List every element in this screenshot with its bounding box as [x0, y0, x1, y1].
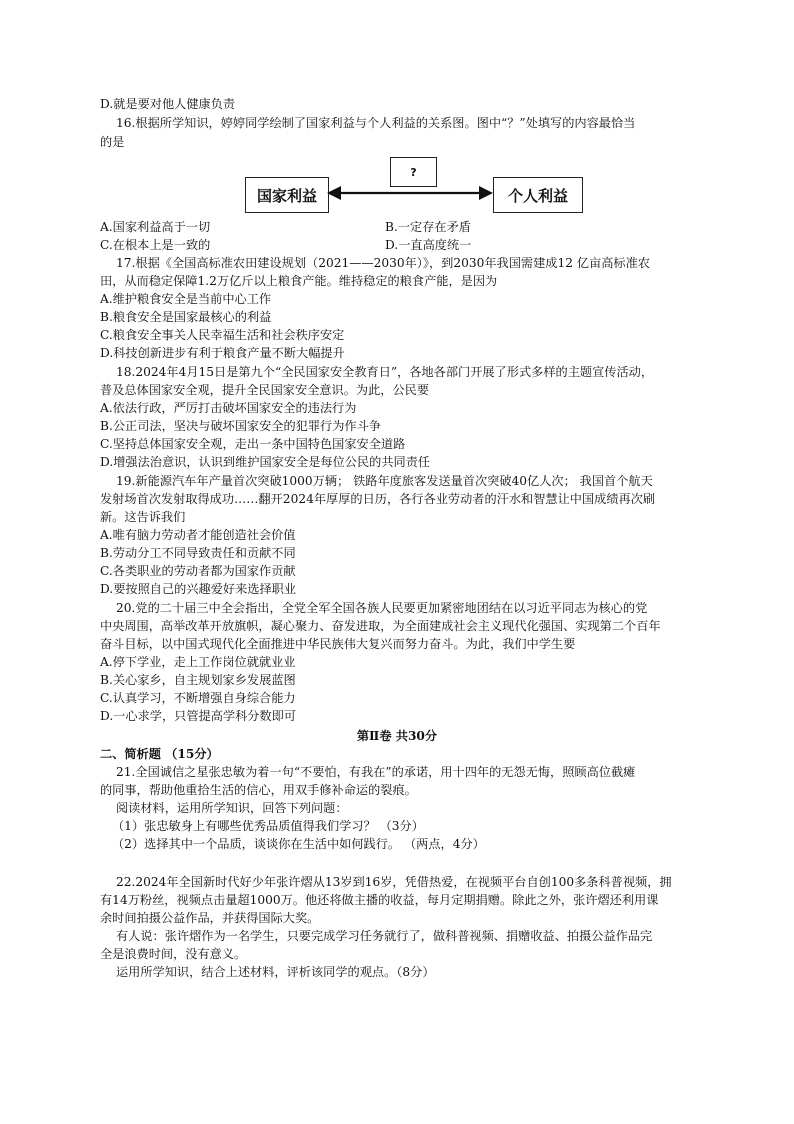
q19-option-b: B.劳动分工不同导致责任和贡献不同: [100, 546, 296, 560]
part2-title: 第Ⅱ卷 共30分: [356, 729, 438, 743]
q15-option-d: D.就是要对他人健康负责: [100, 97, 236, 111]
q18-stem: 18.2024年4月15日是第九个“全民国家安全教育日”，各地各部门开展了形式多样的主题宣传活动，: [116, 365, 654, 379]
q20-stem: 20.党的二十届三中全会指出，全党全军全国各族人民要更加紧密地团结在以习近平同志为核心的党: [116, 601, 648, 615]
q16-option-b: B.一定存在矛盾: [385, 220, 471, 234]
q21-subquestion-2: （2）选择其中一个品质，谈谈你在生活中如何践行。 （两点，4分）: [112, 837, 485, 851]
q18-option-d: D.增强法治意识，认识到维护国家安全是每位公民的共同责任: [100, 455, 431, 469]
q20-option-d: D.一心求学，只管提高学科分数即可: [100, 709, 297, 723]
q18-option-b: B.公正司法，坚决与破坏国家安全的犯罪行为作斗争: [100, 419, 381, 433]
q17-option-a: A.维护粮食安全是当前中心工作: [100, 292, 272, 306]
q19-stem: 19.新能源汽车年产量首次突破1000万辆； 铁路年度旅客发送量首次突破40亿人次； 我国首个航天: [116, 474, 653, 488]
q21-subquestion-1: （1）张忠敏身上有哪些优秀品质值得我们学习？ （3分）: [112, 819, 424, 833]
q20-stem-cont-2: 奋斗目标，以中国式现代化全面推进中华民族伟大复兴而努力奋斗。为此，我们中学生要: [100, 637, 576, 651]
q22-material-cont: 有14万粉丝，视频点击量超1000万。他还将做主播的收益，每月定期捐赠。除此之外，张许熠还利用课: [100, 893, 659, 907]
double-arrow-icon: [327, 185, 493, 201]
question-mark-box: ?: [390, 157, 437, 187]
q22-instruction: 运用所学知识，结合上述材料，评析该同学的观点。（8分）: [116, 965, 435, 979]
q20-stem-cont: 中央周围，高举改革开放旗帜，凝心聚力、奋发进取，为全面建成社会主义现代化强国、实现第二个百年: [100, 619, 661, 633]
q20-option-b: B.关心家乡，自主规划家乡发展蓝图: [100, 673, 296, 687]
q22-opinion: 有人说：张许熠作为一名学生，只要完成学习任务就行了，做科普视频、捐赠收益、拍摄公益作品完: [116, 929, 653, 943]
q21-material-cont: 的同事，帮助他重拾生活的信心，用双手修补命运的裂痕。: [100, 783, 417, 797]
q16-option-c: C.在根本上是一致的: [100, 238, 211, 252]
q21-instruction: 阅读材料，运用所学知识，回答下列问题：: [116, 801, 348, 815]
q17-option-c: C.粮食安全事关人民幸福生活和社会秩序安定: [100, 328, 345, 342]
personal-interest-box: 个人利益: [493, 177, 583, 213]
q18-stem-cont: 普及总体国家安全观，提升全民国家安全意识。为此，公民要: [100, 383, 430, 397]
q17-option-d: D.科技创新进步有利于粮食产量不断大幅提升: [100, 346, 345, 360]
q20-option-c: C.认真学习，不断增强自身综合能力: [100, 691, 296, 705]
q17-stem-cont: 田，从而稳定保障1.2万亿斤以上粮食产能。维持稳定的粮食产能，是因为: [100, 274, 498, 288]
q20-option-a: A.停下学业，走上工作岗位就就业业: [100, 655, 296, 669]
q19-stem-cont: 发射场首次发射取得成功……翻开2024年厚厚的日历，各行各业劳动者的汗水和智慧让中国成绩再次刷: [100, 492, 656, 506]
q22-material: 22.2024年全国新时代好少年张许熠从13岁到16岁，凭借热爱，在视频平台自创100多条科普视频，拥: [116, 875, 672, 889]
q22-opinion-cont: 全是浪费时间，没有意义。: [100, 947, 247, 961]
q22-material-cont-2: 余时间拍摄公益作品，并获得国际大奖。: [100, 911, 320, 925]
q17-stem: 17.根据《全国高标准农田建设规划（2021——2030年）》，到2030年我国需建成12 亿亩高标准农: [116, 256, 650, 270]
national-interest-box: 国家利益: [245, 177, 329, 213]
q16-stem-cont: 的是: [100, 135, 125, 149]
q19-option-c: C.各类职业的劳动者都为国家作贡献: [100, 564, 296, 578]
q21-material: 21.全国诚信之星张忠敏为着一句“不要怕，有我在”的承诺，用十四年的无怨无悔，照顾高位截瘫: [116, 765, 636, 779]
q16-option-a: A.国家利益高于一切: [100, 220, 211, 234]
q19-option-a: A.唯有脑力劳动者才能创造社会价值: [100, 528, 296, 542]
q19-option-d: D.要按照自己的兴趣爱好来选择职业: [100, 582, 297, 596]
section2-title: 二、简析题 （15分）: [100, 747, 219, 761]
q17-option-b: B.粮食安全是国家最核心的利益: [100, 310, 272, 324]
q16-option-d: D.一直高度统一: [385, 238, 472, 252]
interest-relationship-diagram: [245, 157, 585, 217]
q18-option-a: A.依法行政，严厉打击破坏国家安全的违法行为: [100, 401, 357, 415]
q18-option-c: C.坚持总体国家安全观，走出一条中国特色国家安全道路: [100, 437, 406, 451]
q16-stem: 16.根据所学知识，婷婷同学绘制了国家利益与个人利益的关系图。图中“？”处填写的内容最恰当: [116, 116, 636, 130]
q19-stem-cont-2: 新。这告诉我们: [100, 510, 186, 524]
